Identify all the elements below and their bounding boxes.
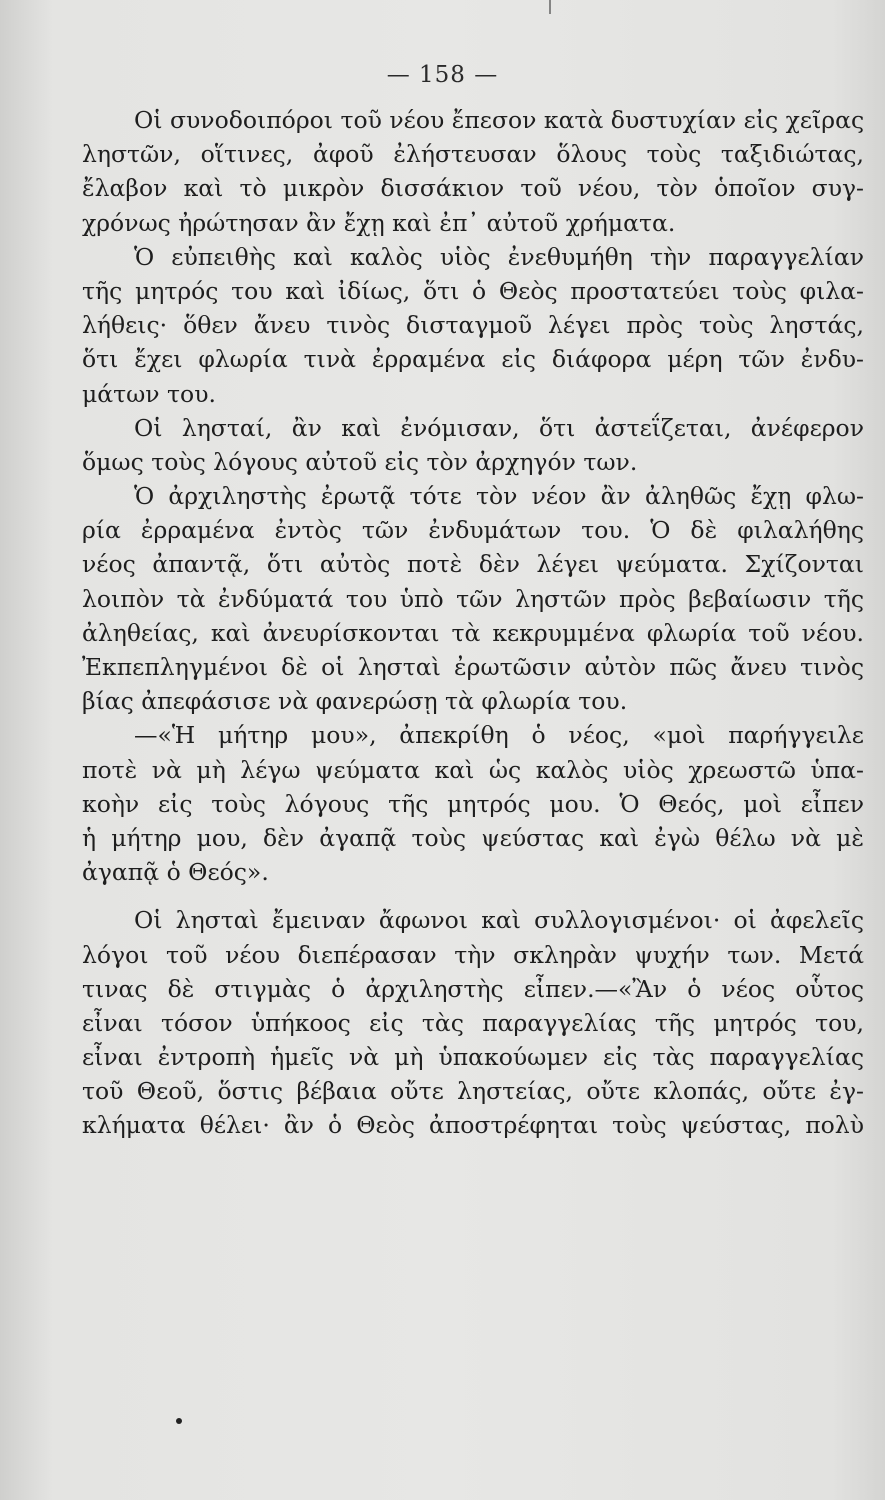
text-line: ἀληθείας, καὶ ἀνευρίσκονται τὰ κεκρυμμένα φλωρία τοῦ νέου. xyxy=(82,618,864,647)
text-line: βίας ἀπεφάσισε νὰ φανερώσῃ τὰ φλωρία του. xyxy=(82,687,628,716)
text-line: κοὴν εἰς τοὺς λόγους τῆς μητρός μου. Ὁ Θεός, μοὶ εἶπεν xyxy=(82,789,864,818)
text-line: ἔλαβον καὶ τὸ μικρὸν δισσάκιον τοῦ νέου, τὸν ὁποῖον συγ- xyxy=(82,174,864,203)
text-line: Ἐκπεπληγμένοι δὲ οἱ λησταὶ ἐρωτῶσιν αὐτὸν πῶς ἄνευ τινὸς xyxy=(82,653,864,681)
paragraph-gap xyxy=(82,889,864,903)
text-line: ὅμως τοὺς λόγους αὐτοῦ εἰς τὸν ἀρχηγόν των. xyxy=(82,447,638,476)
text-line: ὅτι ἔχει φλωρία τινὰ ἐρραμένα εἰς διάφορα μέρη τῶν ἐνδυ- xyxy=(82,345,864,374)
text-line: ἡ μήτηρ μου, δὲν ἀγαπᾷ τοὺς ψεύστας καὶ ἐγὼ θέλω νὰ μὲ xyxy=(82,823,864,852)
text-line: λήθεις· ὅθεν ἄνευ τινὸς δισταγμοῦ λέγει πρὸς τοὺς ληστάς, xyxy=(82,311,864,340)
text-line: εἶναι τόσον ὑπήκοος εἰς τὰς παραγγελίας τῆς μητρός του, xyxy=(82,1008,864,1037)
text-line: λόγοι τοῦ νέου διεπέρασαν τὴν σκληρὰν ψυχήν των. Μετά xyxy=(82,940,864,969)
text-line: Οἱ λησταὶ ἔμειναν ἄφωνοι καὶ συλλογισμένοι· οἱ ἀφελεῖς xyxy=(134,906,864,935)
text-line: ληστῶν, οἵτινες, ἀφοῦ ἐλήστευσαν ὅλους τοὺς ταξιδιώτας, xyxy=(82,140,864,169)
text-line: ποτὲ νὰ μὴ λέγω ψεύματα καὶ ὡς καλὸς υἱὸς χρεωστῶ ὑπα- xyxy=(82,755,864,784)
text-line: μάτων του. xyxy=(82,379,216,408)
text-line: Οἱ συνοδοιπόροι τοῦ νέου ἔπεσον κατὰ δυστυχίαν εἰς χεῖρας xyxy=(134,106,864,134)
text-line: Ὁ ἀρχιληστὴς ἐρωτᾷ τότε τὸν νέον ἂν ἀληθῶς ἔχῃ φλω- xyxy=(134,482,864,511)
text-line: τινας δὲ στιγμὰς ὁ ἀρχιληστὴς εἶπεν.—«Ἂν ὁ νέος οὗτος xyxy=(82,974,864,1003)
text-line: τῆς μητρός του καὶ ἰδίως, ὅτι ὁ Θεὸς προστατεύει τοὺς φιλα- xyxy=(82,276,864,305)
text-line: εἶναι ἐντροπὴ ἡμεῖς νὰ μὴ ὑπακούωμεν εἰς τὰς παραγγελίας xyxy=(82,1043,864,1072)
text-line: —«Ἡ μήτηρ μου», ἀπεκρίθη ὁ νέος, «μοὶ παρήγγειλε xyxy=(134,721,864,750)
text-line: Ὁ εὐπειθὴς καὶ καλὸς υἱὸς ἐνεθυμήθη τὴν παραγγελίαν xyxy=(134,242,864,271)
text-line: Οἱ λησταί, ἂν καὶ ἐνόμισαν, ὅτι ἀστεΐζεται, ἀνέφερον xyxy=(134,413,864,442)
page-number: — 158 — xyxy=(386,62,499,88)
text-line: χρόνως ἠρώτησαν ἂν ἔχῃ καὶ ἐπ᾽ αὐτοῦ χρήματα. xyxy=(82,208,676,237)
text-line: τοῦ Θεοῦ, ὅστις βέβαια οὔτε ληστείας, οὔτε κλοπάς, οὔτε ἐγ- xyxy=(82,1077,864,1106)
body-text xyxy=(82,103,864,1143)
text-line: νέος ἀπαντᾷ, ὅτι αὐτὸς ποτὲ δὲν λέγει ψεύματα. Σχίζονται xyxy=(82,550,864,579)
ink-speck xyxy=(176,1418,182,1424)
paper-mark xyxy=(549,0,551,14)
text-line: ρία ἐρραμένα ἐντὸς τῶν ἐνδυμάτων του. Ὁ δὲ φιλαλήθης xyxy=(82,516,864,545)
text-line: κλήματα θέλει· ἂν ὁ Θεὸς ἀποστρέφηται τοὺς ψεύστας, πολὺ xyxy=(82,1111,864,1140)
text-line: ἀγαπᾷ ὁ Θεός». xyxy=(82,858,269,887)
text-line: λοιπὸν τὰ ἐνδύματά του ὑπὸ τῶν ληστῶν πρὸς βεβαίωσιν τῆς xyxy=(82,584,864,613)
